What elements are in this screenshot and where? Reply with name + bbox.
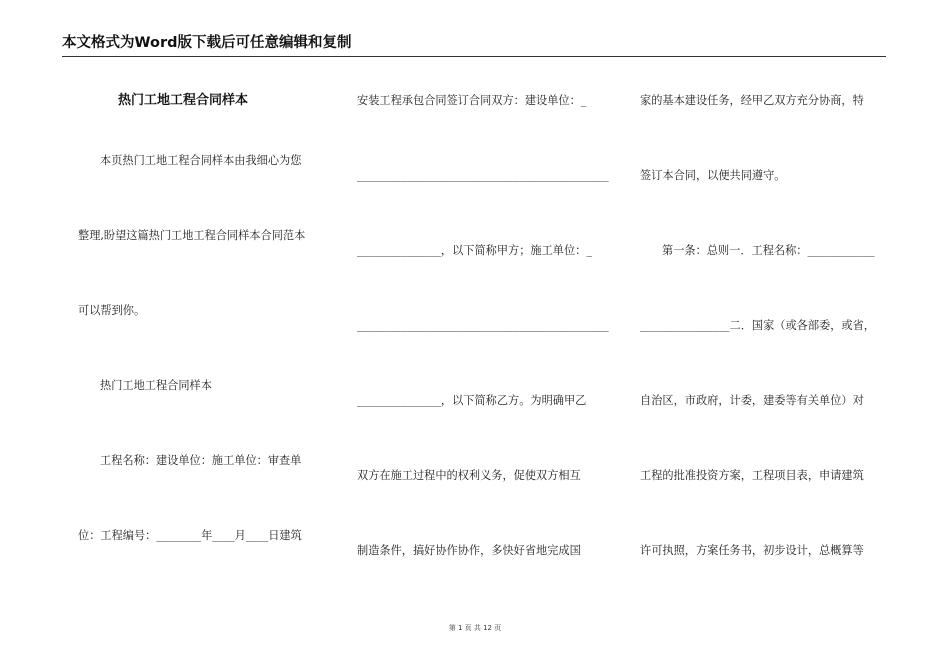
paragraph-line: 自治区，市政府，计委，建委等有关单位）对 [640, 394, 864, 407]
paragraph-line: 工程的批准投资方案，工程项目表，申请建筑 [640, 469, 864, 482]
paragraph-line: 安装工程承包合同签订合同双方：建设单位：_ [357, 94, 587, 107]
paragraph-line: 整理,盼望这篇热门工地工程合同样本合同范本 [78, 229, 306, 242]
document-title: 热门工地工程合同样本 [118, 93, 249, 108]
paragraph-line: 双方在施工过程中的权利义务，促使双方相互 [357, 469, 581, 482]
blank-line: _____________________________________________ [357, 319, 609, 332]
page-number: 第 1 页 共 12 页 [448, 624, 502, 632]
paragraph-line: 本页热门工地工程合同样本由我细心为您 [100, 154, 302, 167]
paragraph-line: _______________，以下简称乙方。为明确甲乙 [357, 394, 587, 407]
paragraph-line: 位：工程编号：________年____月____日建筑 [78, 529, 302, 542]
paragraph-line: 工程名称：建设单位：施工单位：审查单 [100, 454, 302, 467]
paragraph-line: 家的基本建设任务，经甲乙双方充分协商，特 [640, 94, 864, 107]
paragraph-line: 可以帮到你。 [78, 304, 146, 317]
paragraph-line: 热门工地工程合同样本 [100, 379, 212, 392]
paragraph-line: _______________，以下简称甲方；施工单位：_ [357, 244, 592, 257]
paragraph-line: 制造条件，搞好协作协作，多快好省地完成国 [357, 544, 581, 557]
paragraph-line: 第一条：总则一．工程名称：____________ [662, 244, 875, 257]
document-header [62, 33, 886, 57]
blank-line: _____________________________________________ [357, 169, 609, 182]
paragraph-line: 许可执照，方案任务书，初步设计，总概算等 [640, 544, 864, 557]
header-text: 本文格式为Word版下载后可任意编辑和复制 [62, 35, 352, 51]
paragraph-line: 签订本合同，以便共同遵守。 [640, 169, 786, 182]
paragraph-line: ________________二．国家（或各部委，或省， [640, 319, 875, 332]
